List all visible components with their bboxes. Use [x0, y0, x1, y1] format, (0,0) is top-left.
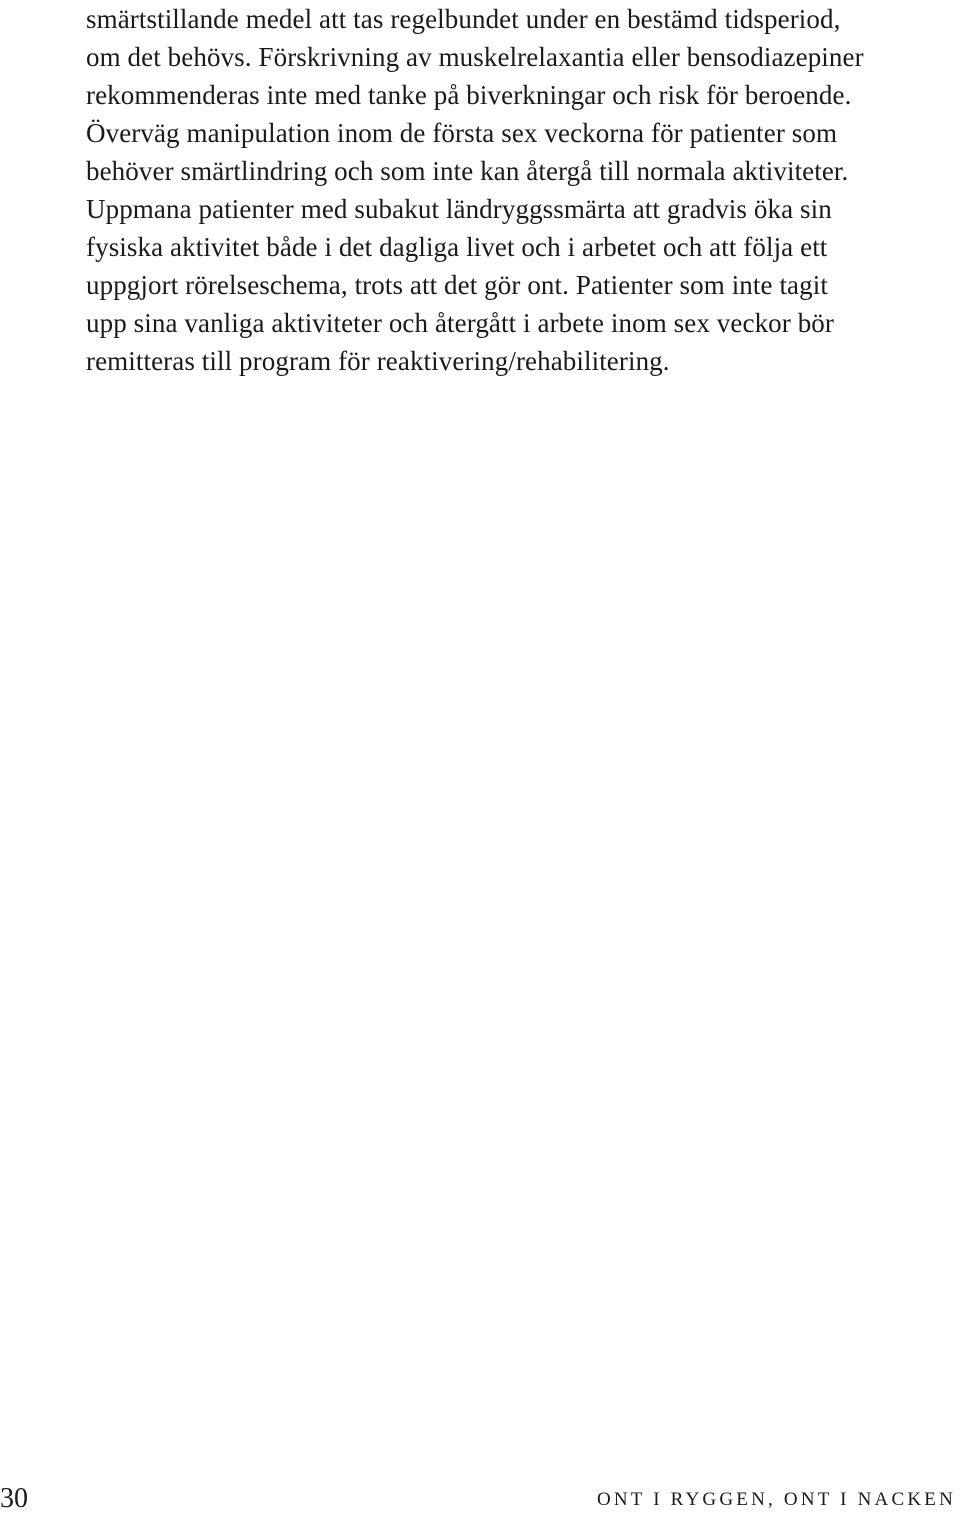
- body-text: [86, 0, 946, 380]
- body-line: om det behövs. Förskrivning av muskelrelaxantia eller bensodiazepiner: [86, 42, 864, 72]
- body-line: behöver smärtlindring och som inte kan återgå till normala aktiviteter.: [86, 156, 849, 186]
- body-line: rekommenderas inte med tanke på biverkningar och risk för beroende.: [86, 80, 852, 110]
- body-line: Överväg manipulation inom de första sex veckorna för patienter som: [86, 118, 838, 148]
- page-number: 30: [0, 1483, 28, 1514]
- body-line: Uppmana patienter med subakut ländryggssmärta att gradvis öka sin: [86, 194, 832, 224]
- body-line: fysiska aktivitet både i det dagliga livet och i arbetet och att följa ett: [86, 232, 828, 262]
- body-line: remitteras till program för reaktivering/rehabilitering.: [86, 346, 670, 376]
- body-line: uppgjort rörelseschema, trots att det gör ont. Patienter som inte tagit: [86, 270, 828, 300]
- body-line: smärtstillande medel att tas regelbundet under en bestämd tidsperiod,: [86, 4, 841, 34]
- running-footer-title: ONT I RYGGEN, ONT I NACKEN: [596, 1489, 956, 1510]
- body-line: upp sina vanliga aktiviteter och återgått i arbete inom sex veckor bör: [86, 308, 834, 338]
